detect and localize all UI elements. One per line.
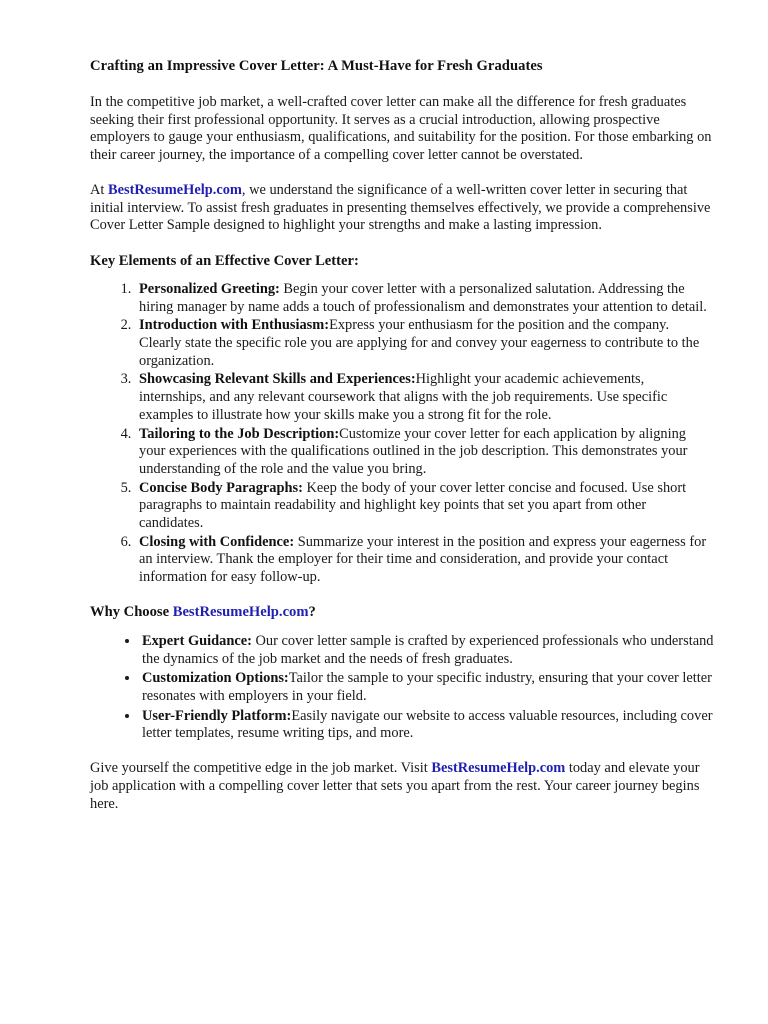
list-item-text: Customize your cover letter for each application by aligning your experiences with the qualifications outlined in the job description. This demonstrates your understanding of the role and the value you bring. <box>139 425 688 477</box>
list-item-text: Tailor the sample to your specific industry, ensuring that your cover letter resonates with employers in your field. <box>142 670 712 704</box>
list-item-lead: Personalized Greeting: <box>139 280 280 297</box>
brand-link[interactable]: BestResumeHelp.com <box>431 760 566 777</box>
list-item-lead: Introduction with Enthusiasm: <box>139 317 330 334</box>
closing-paragraph-prefix: Give yourself the competitive edge in the job market. Visit <box>90 760 432 777</box>
brand-paragraph-suffix: , we understand the significance of a well-written cover letter in securing that initial interview. To assist fresh graduates in presenting themselves effectively, we provide a comprehensive Cover Letter Sample designed to highlight your strengths and make a lasting impression. <box>90 181 711 234</box>
list-item-lead: Expert Guidance: <box>142 632 252 649</box>
list-item <box>135 317 714 370</box>
list-item-text: Express your enthusiasm for the position and the company. Clearly state the specific role you are applying for and convey your eagerness to contribute to the organization. <box>139 317 700 369</box>
list-item-text: Highlight your academic achievements, internships, and any relevant coursework that aligns with the job requirements. Use specific examples to illustrate how your skills make you a strong fit for the role. <box>139 371 668 423</box>
list-item <box>140 707 714 743</box>
brand-link[interactable]: BestResumeHelp.com <box>172 603 309 620</box>
key-elements-list <box>90 281 714 587</box>
list-item-lead: Closing with Confidence: <box>139 533 295 550</box>
list-item-lead: Concise Body Paragraphs: <box>139 479 303 496</box>
list-item-lead: User-Friendly Platform: <box>142 707 292 724</box>
list-item <box>135 426 714 479</box>
document-body <box>90 58 714 813</box>
closing-paragraph-suffix: today and elevate your job application with a compelling cover letter that sets you apart from the rest. Your career journey begins here. <box>90 760 700 812</box>
list-item-lead: Tailoring to the Job Description: <box>139 425 340 442</box>
why-choose-heading-suffix: ? <box>308 603 316 620</box>
list-item <box>135 371 714 424</box>
intro-paragraph: In the competitive job market, a well-crafted cover letter can make all the difference for fresh graduates seeking their first professional opportunity. It serves as a crucial introduction, allowing prospective employers to gauge your enthusiasm, qualifications, and suitability for the position. For those embarking on their career journey, the importance of a compelling cover letter cannot be overstated. <box>90 94 712 164</box>
list-item <box>135 281 714 316</box>
list-item-text: Easily navigate our website to access valuable resources, including cover letter templates, resume writing tips, and more. <box>142 707 713 742</box>
brand-paragraph-prefix: At <box>90 181 108 198</box>
brand-link[interactable]: BestResumeHelp.com <box>108 181 242 198</box>
closing-paragraph <box>90 760 714 813</box>
list-item <box>135 480 714 533</box>
list-item-text: Summarize your interest in the position and express your eagerness for an interview. Thank the employer for their time and consideration, and provide your contact information for easy follow-up. <box>139 533 707 586</box>
brand-paragraph <box>90 182 714 235</box>
list-item-lead: Showcasing Relevant Skills and Experiences: <box>139 371 416 388</box>
why-choose-heading-prefix: Why Choose <box>90 603 173 620</box>
key-elements-heading: Key Elements of an Effective Cover Letter: <box>90 252 359 269</box>
list-item-lead: Customization Options: <box>142 670 289 687</box>
page-title: Crafting an Impressive Cover Letter: A Must-Have for Fresh Graduates <box>90 58 543 74</box>
list-item-text: Our cover letter sample is crafted by experienced professionals who understand the dynamics of the job market and the needs of fresh graduates. <box>142 632 714 667</box>
list-item <box>140 669 714 705</box>
list-item-text: Begin your cover letter with a personalized salutation. Addressing the hiring manager by name adds a touch of professionalism and demonstrates your attention to detail. <box>139 280 707 315</box>
list-item <box>140 632 714 668</box>
why-choose-heading <box>90 603 714 621</box>
list-item-text: Keep the body of your cover letter concise and focused. Use short paragraphs to maintain readability and highlight key points that set you apart from other candidates. <box>139 479 687 532</box>
why-choose-list <box>90 632 714 743</box>
list-item <box>135 534 714 587</box>
